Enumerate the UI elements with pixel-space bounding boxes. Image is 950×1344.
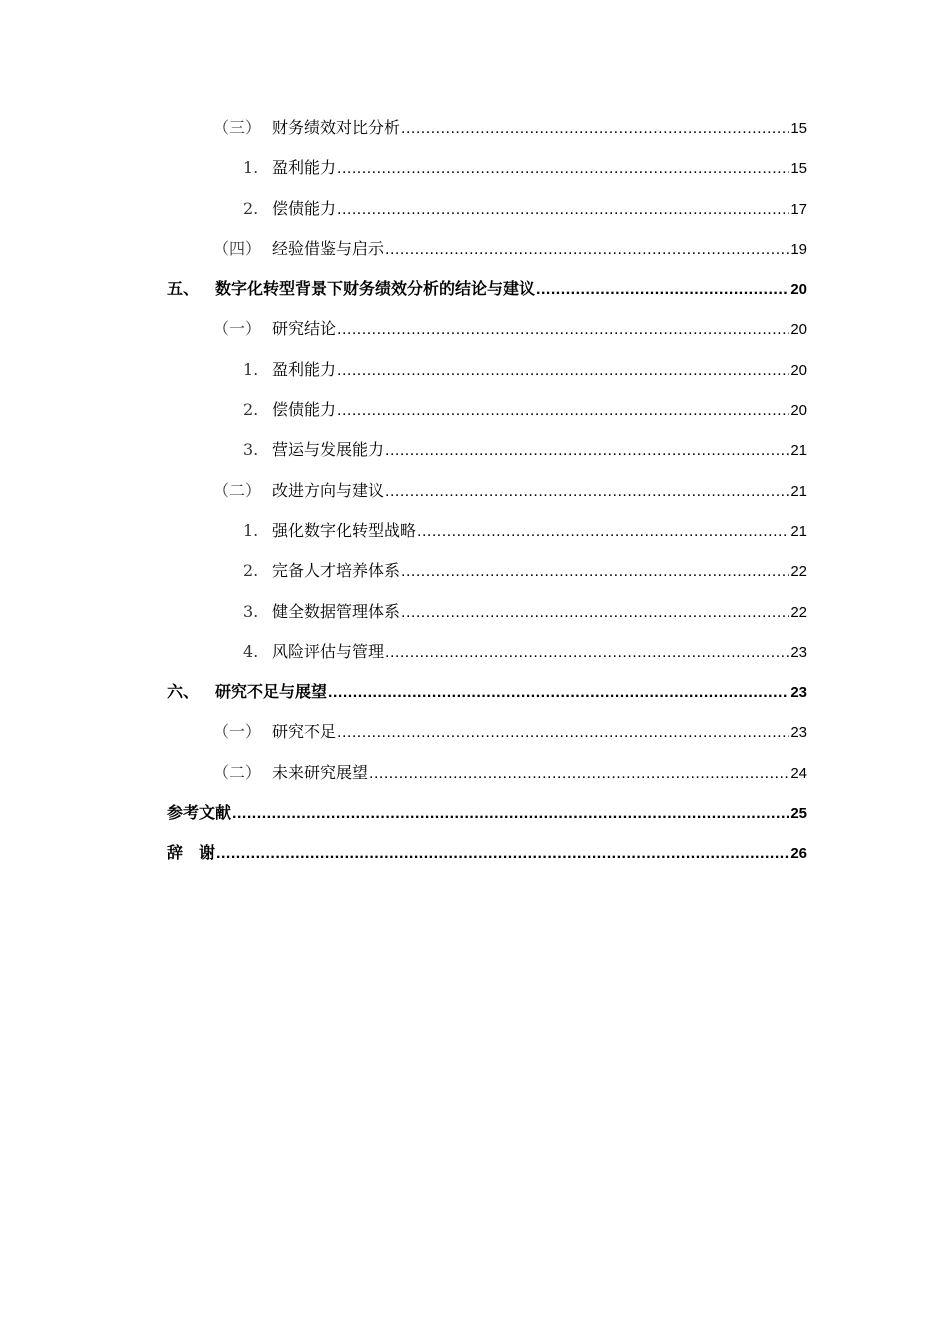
toc-entry[interactable] xyxy=(167,390,807,430)
toc-entry-number: 2. xyxy=(243,198,259,218)
table-of-contents xyxy=(167,108,807,874)
toc-entry[interactable] xyxy=(167,592,807,632)
toc-entry-number: 2. xyxy=(243,400,259,420)
toc-entry-title: 强化数字化转型战略 xyxy=(272,520,417,540)
dot-leader xyxy=(216,834,789,874)
toc-entry-title: 盈利能力 xyxy=(272,359,337,379)
toc-entry-number: 六、 xyxy=(167,682,200,702)
toc-entry-title: 辞 谢 xyxy=(167,843,216,863)
toc-entry[interactable] xyxy=(167,269,807,309)
toc-entry-number: 1. xyxy=(243,158,259,178)
toc-entry-page-number: 20 xyxy=(790,281,807,299)
toc-entry-page-number: 21 xyxy=(790,442,807,460)
toc-entry-number: （一） xyxy=(213,722,262,742)
dot-leader xyxy=(536,270,789,310)
toc-entry-page-number: 22 xyxy=(790,603,807,621)
toc-entry-page-number: 22 xyxy=(790,563,807,581)
toc-entry-title: 经验借鉴与启示 xyxy=(272,238,385,258)
toc-entry-page-number: 23 xyxy=(790,684,807,702)
toc-entry-number: （二） xyxy=(213,480,262,500)
toc-entry-page-number: 25 xyxy=(790,805,807,823)
dot-leader xyxy=(337,351,789,391)
toc-entry[interactable] xyxy=(167,672,807,712)
toc-entry-page-number: 23 xyxy=(790,643,807,661)
toc-entry[interactable] xyxy=(167,148,807,188)
toc-entry-page-number: 23 xyxy=(790,724,807,742)
toc-entry-number: 五、 xyxy=(167,279,200,299)
dot-leader xyxy=(385,230,789,270)
toc-entry-title: 盈利能力 xyxy=(272,158,337,178)
toc-entry-title: 未来研究展望 xyxy=(272,762,369,782)
dot-leader xyxy=(337,391,789,431)
toc-entry-page-number: 24 xyxy=(790,764,807,782)
toc-entry-page-number: 15 xyxy=(790,160,807,178)
toc-entry[interactable] xyxy=(167,833,807,873)
toc-entry[interactable] xyxy=(167,793,807,833)
toc-entry-title: 财务绩效对比分析 xyxy=(272,118,401,137)
toc-entry[interactable] xyxy=(167,511,807,551)
dot-leader xyxy=(337,713,789,753)
dot-leader xyxy=(385,472,789,512)
toc-entry-number: （二） xyxy=(213,762,262,782)
dot-leader xyxy=(401,552,789,592)
dot-leader xyxy=(385,633,789,673)
dot-leader xyxy=(401,109,789,149)
toc-entry-number: （三） xyxy=(213,118,262,137)
dot-leader xyxy=(337,310,789,350)
toc-entry[interactable] xyxy=(167,471,807,511)
dot-leader xyxy=(417,512,789,552)
toc-entry-title: 参考文献 xyxy=(167,803,232,823)
toc-entry-page-number: 21 xyxy=(790,522,807,540)
toc-entry-number: 2. xyxy=(243,561,259,581)
toc-entry[interactable] xyxy=(167,229,807,269)
toc-entry[interactable] xyxy=(167,632,807,672)
toc-entry-page-number: 20 xyxy=(790,321,807,339)
toc-entry-title: 改进方向与建议 xyxy=(272,480,385,500)
toc-entry[interactable] xyxy=(167,551,807,591)
toc-entry-title: 偿债能力 xyxy=(272,198,337,218)
toc-entry-title: 研究结论 xyxy=(272,319,337,339)
dot-leader xyxy=(401,593,789,633)
toc-entry-page-number: 17 xyxy=(790,200,807,218)
toc-entry-title: 研究不足 xyxy=(272,722,337,742)
toc-entry-number: （四） xyxy=(213,238,262,258)
toc-entry[interactable] xyxy=(167,108,807,148)
toc-entry-number: 1. xyxy=(243,520,259,540)
toc-entry[interactable] xyxy=(167,430,807,470)
dot-leader xyxy=(337,149,789,189)
dot-leader xyxy=(385,431,789,471)
toc-entry-title: 风险评估与管理 xyxy=(272,641,385,661)
toc-entry[interactable] xyxy=(167,712,807,752)
toc-entry-page-number: 20 xyxy=(790,402,807,420)
dot-leader xyxy=(328,673,789,713)
toc-entry-title: 数字化转型背景下财务绩效分析的结论与建议 xyxy=(215,279,536,299)
toc-entry-number: 1. xyxy=(243,359,259,379)
toc-entry-number: 3. xyxy=(243,440,259,460)
toc-entry-page-number: 21 xyxy=(790,482,807,500)
toc-entry-number: 3. xyxy=(243,601,259,621)
toc-entry-title: 完备人才培养体系 xyxy=(272,561,401,581)
toc-entry-number: （一） xyxy=(213,319,262,339)
toc-entry[interactable] xyxy=(167,350,807,390)
toc-entry-page-number: 19 xyxy=(790,240,807,258)
dot-leader xyxy=(369,754,789,794)
toc-entry-page-number: 26 xyxy=(790,845,807,863)
toc-entry[interactable] xyxy=(167,189,807,229)
toc-entry-title: 营运与发展能力 xyxy=(272,440,385,460)
toc-entry[interactable] xyxy=(167,753,807,793)
toc-entry-title: 健全数据管理体系 xyxy=(272,601,401,621)
toc-entry-page-number: 20 xyxy=(790,361,807,379)
toc-entry-title: 研究不足与展望 xyxy=(215,682,328,702)
dot-leader xyxy=(232,794,789,834)
toc-entry[interactable] xyxy=(167,309,807,349)
toc-entry-number: 4. xyxy=(243,641,259,661)
toc-entry-title: 偿债能力 xyxy=(272,400,337,420)
toc-entry-page-number: 15 xyxy=(790,120,807,137)
dot-leader xyxy=(337,190,789,230)
